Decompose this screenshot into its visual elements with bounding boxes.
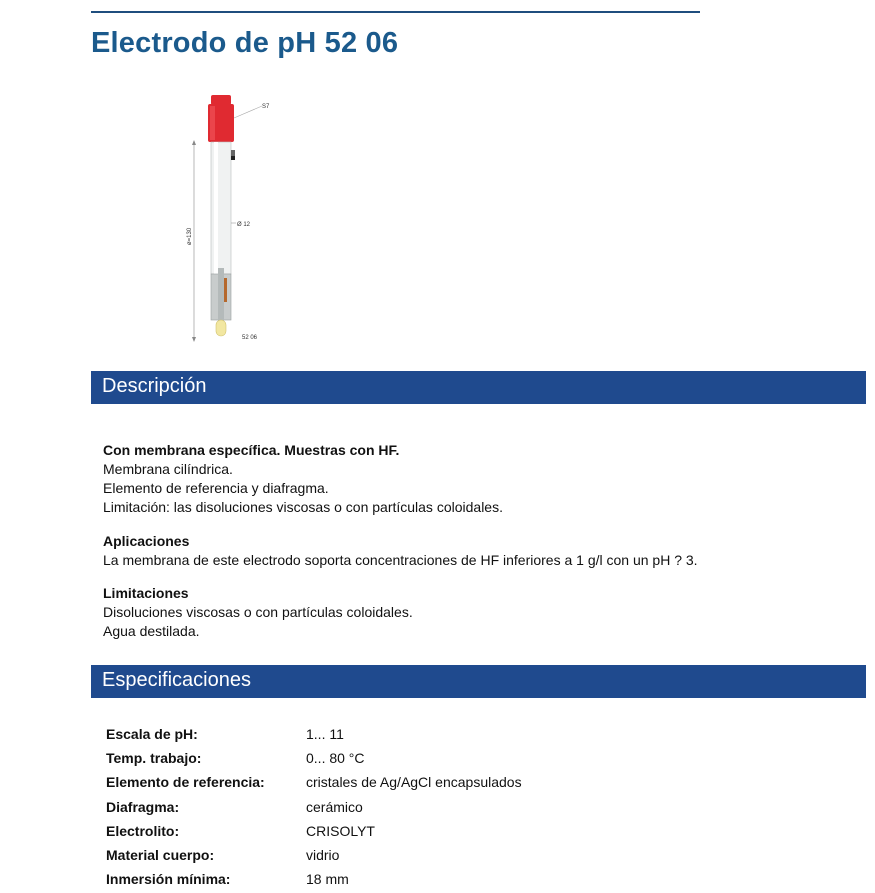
specifications-header bbox=[91, 665, 866, 698]
description-line: Membrana cilíndrica. bbox=[103, 461, 233, 477]
top-rule bbox=[91, 11, 700, 13]
limitations-line: Disoluciones viscosas o con partículas coloidales. bbox=[103, 604, 413, 620]
fill-hole-plug bbox=[231, 156, 235, 160]
spec-label: Electrolito: bbox=[106, 822, 180, 839]
electrode-drawing bbox=[180, 90, 280, 350]
table-row bbox=[106, 746, 522, 770]
spec-label: Elemento de referencia: bbox=[106, 774, 265, 791]
limitations-block bbox=[103, 584, 413, 641]
description-line: Elemento de referencia y diafragma. bbox=[103, 480, 329, 496]
arrow-up-icon bbox=[192, 140, 196, 145]
cap-leader-line bbox=[234, 106, 262, 118]
limitations-line: Agua destilada. bbox=[103, 623, 200, 639]
body-highlight bbox=[214, 142, 218, 274]
cap-highlight bbox=[210, 106, 215, 140]
spec-value: 0... 80 °C bbox=[306, 750, 365, 767]
spec-label: Escala de pH: bbox=[106, 726, 198, 743]
glass-membrane bbox=[216, 320, 226, 336]
spec-value: vidrio bbox=[306, 847, 340, 864]
description-block bbox=[103, 441, 503, 517]
description-header bbox=[91, 371, 866, 404]
spec-label: Temp. trabajo: bbox=[106, 750, 202, 767]
cap-label: S7 bbox=[262, 104, 270, 110]
model-label: 52 06 bbox=[242, 335, 258, 341]
spec-value: cerámico bbox=[306, 798, 363, 815]
description-intro: Con membrana específica. Muestras con HF. bbox=[103, 442, 400, 458]
applications-block bbox=[103, 532, 698, 570]
spec-value: cristales de Ag/AgCl encapsulados bbox=[306, 774, 522, 791]
diameter-label: Ø 12 bbox=[237, 222, 251, 228]
table-row bbox=[106, 722, 522, 746]
specifications-heading: Especificaciones bbox=[102, 669, 251, 691]
description-heading: Descripción bbox=[102, 375, 207, 397]
applications-title: Aplicaciones bbox=[103, 533, 190, 549]
cap-top bbox=[211, 95, 231, 105]
spec-label: Material cuerpo: bbox=[106, 847, 215, 864]
table-row bbox=[106, 867, 522, 891]
table-row bbox=[106, 819, 522, 843]
arrow-down-icon bbox=[192, 337, 196, 342]
reference-element bbox=[224, 278, 227, 302]
specifications-table bbox=[106, 722, 522, 891]
applications-text: La membrana de este electrodo soporta concentraciones de HF inferiores a 1 g/l con un pH ? 3. bbox=[103, 552, 698, 568]
spec-label: Diafragma: bbox=[106, 798, 180, 815]
table-row bbox=[106, 770, 522, 794]
spec-value: 18 mm bbox=[306, 871, 349, 888]
table-row bbox=[106, 843, 522, 867]
description-line: Limitación: las disoluciones viscosas o con partículas coloidales. bbox=[103, 499, 503, 515]
spec-value: CRISOLYT bbox=[306, 822, 375, 839]
inner-tube bbox=[218, 268, 224, 322]
table-row bbox=[106, 795, 522, 819]
length-label: ø=130 bbox=[187, 227, 193, 245]
limitations-title: Limitaciones bbox=[103, 585, 189, 601]
spec-label: Inmersión mínima: bbox=[106, 871, 231, 888]
spec-value: 1... 11 bbox=[306, 726, 344, 743]
page-title: Electrodo de pH 52 06 bbox=[91, 27, 399, 59]
